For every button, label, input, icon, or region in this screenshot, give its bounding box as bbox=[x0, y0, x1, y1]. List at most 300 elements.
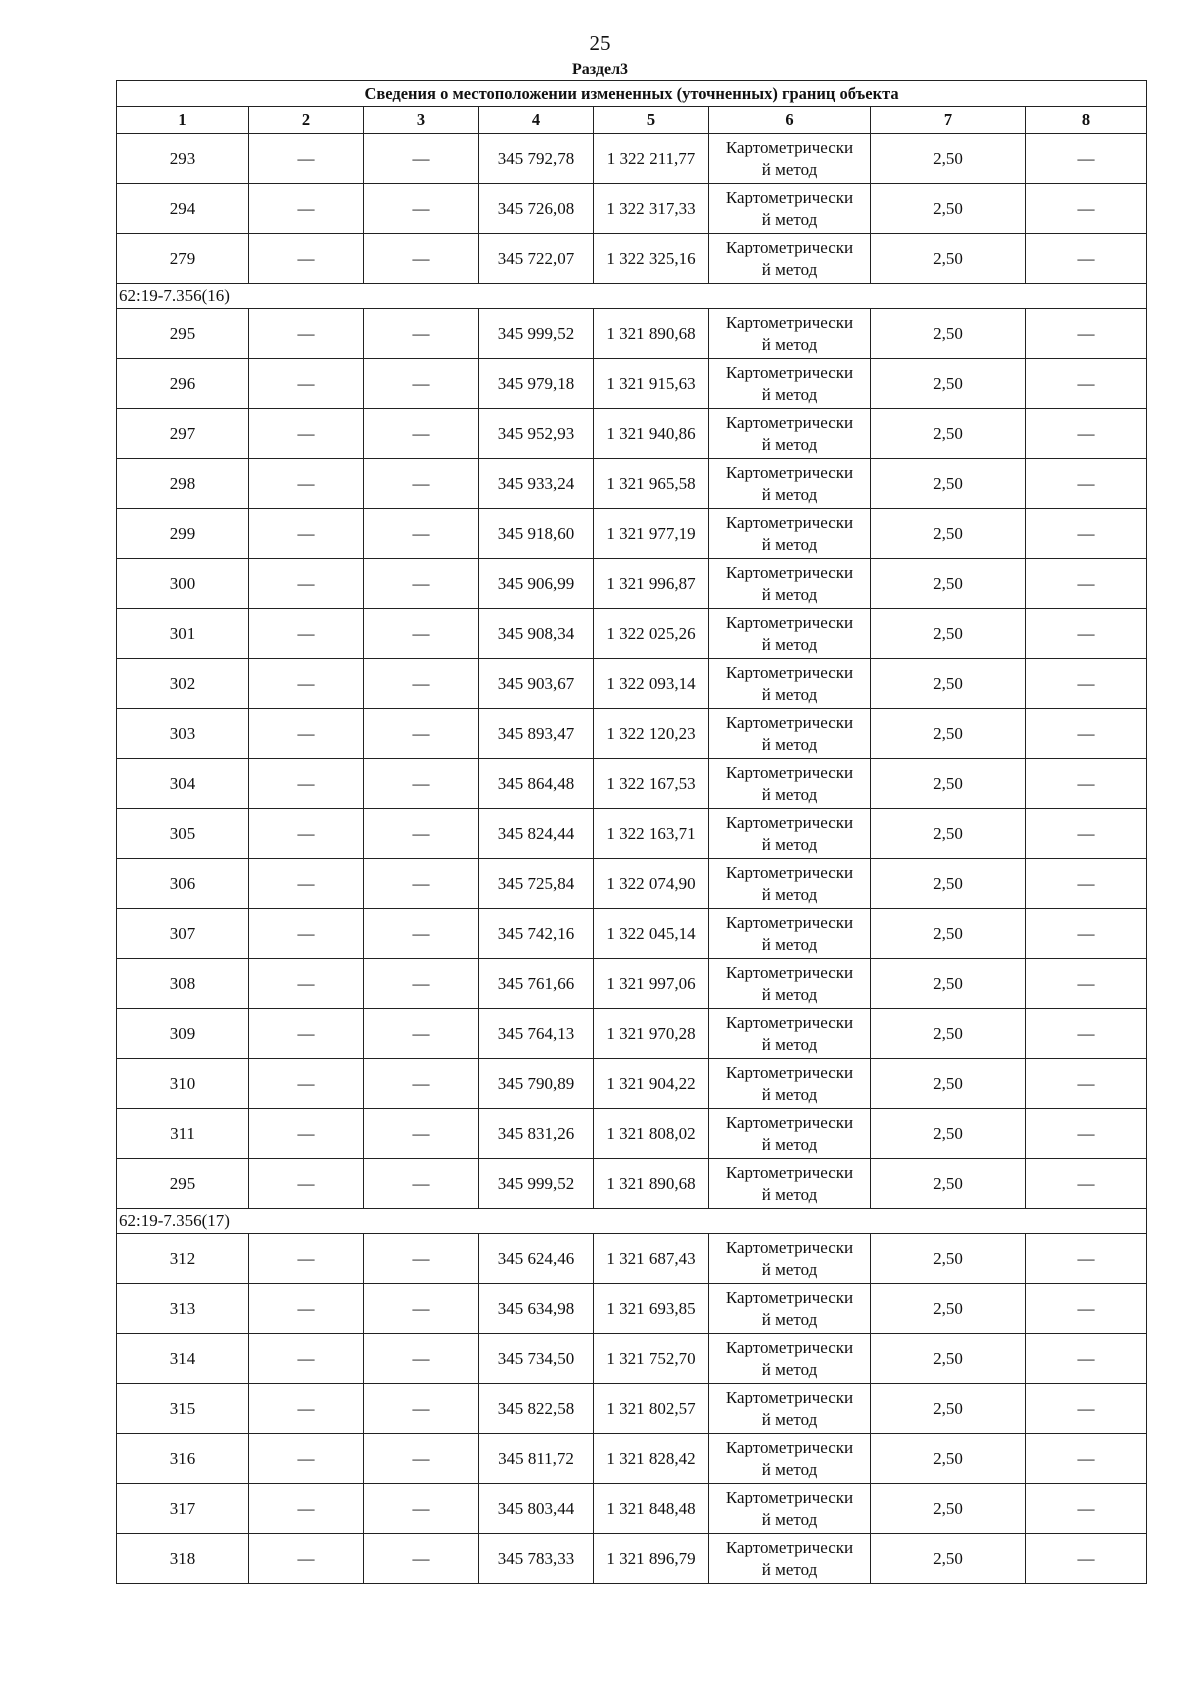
section-title: Раздел3 bbox=[571, 61, 629, 78]
method-text-line: й метод bbox=[761, 634, 818, 654]
table-row bbox=[117, 1109, 1147, 1159]
method-text-line: Картометрически bbox=[725, 1387, 854, 1407]
x-coordinate-cell: 345 831,26 bbox=[479, 1109, 594, 1159]
method-cell bbox=[709, 859, 871, 909]
table-row bbox=[117, 659, 1147, 709]
method-text-line: Картометрически bbox=[725, 1012, 854, 1032]
old-y-cell: — bbox=[364, 409, 479, 459]
method-text-line: Картометрически bbox=[725, 662, 854, 682]
y-coordinate-cell: 1 322 325,16 bbox=[594, 234, 709, 284]
x-coordinate-cell: 345 624,46 bbox=[479, 1234, 594, 1284]
method-cell bbox=[709, 1234, 871, 1284]
method-text-line: й метод bbox=[761, 159, 818, 179]
accuracy-cell: 2,50 bbox=[871, 809, 1026, 859]
method-text-line: Картометрически bbox=[725, 237, 854, 257]
y-coordinate-cell: 1 321 828,42 bbox=[594, 1434, 709, 1484]
method-text-line: й метод bbox=[761, 434, 818, 454]
old-x-cell: — bbox=[249, 1234, 364, 1284]
point-number-cell: 312 bbox=[117, 1234, 249, 1284]
page-number: 25 bbox=[589, 31, 611, 55]
point-number-cell: 306 bbox=[117, 859, 249, 909]
point-number-cell: 315 bbox=[117, 1384, 249, 1434]
description-cell: — bbox=[1026, 709, 1147, 759]
x-coordinate-cell: 345 979,18 bbox=[479, 359, 594, 409]
old-y-cell: — bbox=[364, 459, 479, 509]
point-number-cell: 295 bbox=[117, 309, 249, 359]
method-text-line: Картометрически bbox=[725, 462, 854, 482]
method-cell bbox=[709, 509, 871, 559]
point-number-cell: 303 bbox=[117, 709, 249, 759]
y-coordinate-cell: 1 321 915,63 bbox=[594, 359, 709, 409]
old-y-cell: — bbox=[364, 234, 479, 284]
accuracy-cell: 2,50 bbox=[871, 609, 1026, 659]
point-number-cell: 307 bbox=[117, 909, 249, 959]
old-x-cell: — bbox=[249, 309, 364, 359]
point-number-cell: 309 bbox=[117, 1009, 249, 1059]
accuracy-cell: 2,50 bbox=[871, 909, 1026, 959]
accuracy-cell: 2,50 bbox=[871, 759, 1026, 809]
method-cell bbox=[709, 1059, 871, 1109]
old-x-cell: — bbox=[249, 1434, 364, 1484]
method-cell bbox=[709, 559, 871, 609]
method-text-line: й метод bbox=[761, 1259, 818, 1279]
accuracy-cell: 2,50 bbox=[871, 959, 1026, 1009]
table-row bbox=[117, 1059, 1147, 1109]
method-text-line: Картометрически bbox=[725, 137, 854, 157]
y-coordinate-cell: 1 321 890,68 bbox=[594, 309, 709, 359]
method-text-line: Картометрически bbox=[725, 1537, 854, 1557]
old-x-cell: — bbox=[249, 909, 364, 959]
y-coordinate-cell: 1 322 317,33 bbox=[594, 184, 709, 234]
x-coordinate-cell: 345 864,48 bbox=[479, 759, 594, 809]
old-y-cell: — bbox=[364, 609, 479, 659]
point-number-cell: 295 bbox=[117, 1159, 249, 1209]
table-row bbox=[117, 134, 1147, 184]
method-text-line: Картометрически bbox=[725, 962, 854, 982]
old-x-cell: — bbox=[249, 559, 364, 609]
description-cell: — bbox=[1026, 1534, 1147, 1584]
old-y-cell: — bbox=[364, 859, 479, 909]
method-cell bbox=[709, 659, 871, 709]
old-x-cell: — bbox=[249, 1284, 364, 1334]
point-number-cell: 299 bbox=[117, 509, 249, 559]
accuracy-cell: 2,50 bbox=[871, 1159, 1026, 1209]
accuracy-cell: 2,50 bbox=[871, 709, 1026, 759]
x-coordinate-cell: 345 734,50 bbox=[479, 1334, 594, 1384]
x-coordinate-cell: 345 933,24 bbox=[479, 459, 594, 509]
x-coordinate-cell: 345 726,08 bbox=[479, 184, 594, 234]
old-y-cell: — bbox=[364, 1159, 479, 1209]
method-cell bbox=[709, 1109, 871, 1159]
table-row bbox=[117, 309, 1147, 359]
accuracy-cell: 2,50 bbox=[871, 1009, 1026, 1059]
table-row bbox=[117, 1284, 1147, 1334]
point-number-cell: 293 bbox=[117, 134, 249, 184]
column-number: 5 bbox=[594, 107, 709, 134]
method-text-line: Картометрически bbox=[725, 1337, 854, 1357]
table-row bbox=[117, 409, 1147, 459]
method-cell bbox=[709, 184, 871, 234]
y-coordinate-cell: 1 321 997,06 bbox=[594, 959, 709, 1009]
point-number-cell: 316 bbox=[117, 1434, 249, 1484]
accuracy-cell: 2,50 bbox=[871, 459, 1026, 509]
y-coordinate-cell: 1 321 848,48 bbox=[594, 1484, 709, 1534]
x-coordinate-cell: 345 790,89 bbox=[479, 1059, 594, 1109]
old-y-cell: — bbox=[364, 1334, 479, 1384]
method-text-line: Картометрически bbox=[725, 912, 854, 932]
description-cell: — bbox=[1026, 509, 1147, 559]
accuracy-cell: 2,50 bbox=[871, 509, 1026, 559]
y-coordinate-cell: 1 321 752,70 bbox=[594, 1334, 709, 1384]
description-cell: — bbox=[1026, 1009, 1147, 1059]
method-cell bbox=[709, 359, 871, 409]
method-text-line: й метод bbox=[761, 209, 818, 229]
point-number-cell: 296 bbox=[117, 359, 249, 409]
old-y-cell: — bbox=[364, 1284, 479, 1334]
old-y-cell: — bbox=[364, 184, 479, 234]
description-cell: — bbox=[1026, 359, 1147, 409]
y-coordinate-cell: 1 321 687,43 bbox=[594, 1234, 709, 1284]
old-x-cell: — bbox=[249, 1334, 364, 1384]
old-x-cell: — bbox=[249, 609, 364, 659]
method-text-line: Картометрически bbox=[725, 562, 854, 582]
old-y-cell: — bbox=[364, 659, 479, 709]
old-y-cell: — bbox=[364, 1484, 479, 1534]
accuracy-cell: 2,50 bbox=[871, 1384, 1026, 1434]
description-cell: — bbox=[1026, 1109, 1147, 1159]
y-coordinate-cell: 1 321 890,68 bbox=[594, 1159, 709, 1209]
old-y-cell: — bbox=[364, 1534, 479, 1584]
x-coordinate-cell: 345 725,84 bbox=[479, 859, 594, 909]
method-text-line: й метод bbox=[761, 334, 818, 354]
boundary-coordinates-table bbox=[116, 80, 1147, 1584]
x-coordinate-cell: 345 824,44 bbox=[479, 809, 594, 859]
table-row bbox=[117, 709, 1147, 759]
old-x-cell: — bbox=[249, 1009, 364, 1059]
point-number-cell: 294 bbox=[117, 184, 249, 234]
method-cell bbox=[709, 1434, 871, 1484]
method-text-line: й метод bbox=[761, 484, 818, 504]
description-cell: — bbox=[1026, 234, 1147, 284]
method-cell bbox=[709, 759, 871, 809]
table-row bbox=[117, 1484, 1147, 1534]
method-text-line: й метод bbox=[761, 1034, 818, 1054]
old-y-cell: — bbox=[364, 1009, 479, 1059]
x-coordinate-cell: 345 893,47 bbox=[479, 709, 594, 759]
method-cell bbox=[709, 1484, 871, 1534]
table-row bbox=[117, 559, 1147, 609]
method-cell bbox=[709, 459, 871, 509]
description-cell: — bbox=[1026, 134, 1147, 184]
method-text-line: й метод bbox=[761, 984, 818, 1004]
x-coordinate-cell: 345 811,72 bbox=[479, 1434, 594, 1484]
accuracy-cell: 2,50 bbox=[871, 359, 1026, 409]
description-cell: — bbox=[1026, 1334, 1147, 1384]
description-cell: — bbox=[1026, 1059, 1147, 1109]
description-cell: — bbox=[1026, 909, 1147, 959]
description-cell: — bbox=[1026, 809, 1147, 859]
y-coordinate-cell: 1 321 808,02 bbox=[594, 1109, 709, 1159]
method-text-line: й метод bbox=[761, 684, 818, 704]
y-coordinate-cell: 1 322 045,14 bbox=[594, 909, 709, 959]
old-y-cell: — bbox=[364, 359, 479, 409]
point-number-cell: 310 bbox=[117, 1059, 249, 1109]
old-x-cell: — bbox=[249, 1384, 364, 1434]
old-y-cell: — bbox=[364, 709, 479, 759]
method-text-line: й метод bbox=[761, 384, 818, 404]
method-cell bbox=[709, 959, 871, 1009]
old-y-cell: — bbox=[364, 1234, 479, 1284]
method-text-line: Картометрически bbox=[725, 1437, 854, 1457]
old-y-cell: — bbox=[364, 809, 479, 859]
x-coordinate-cell: 345 761,66 bbox=[479, 959, 594, 1009]
y-coordinate-cell: 1 321 970,28 bbox=[594, 1009, 709, 1059]
point-number-cell: 297 bbox=[117, 409, 249, 459]
table-row bbox=[117, 809, 1147, 859]
table-row bbox=[117, 859, 1147, 909]
method-cell bbox=[709, 409, 871, 459]
y-coordinate-cell: 1 322 163,71 bbox=[594, 809, 709, 859]
old-x-cell: — bbox=[249, 409, 364, 459]
accuracy-cell: 2,50 bbox=[871, 1484, 1026, 1534]
accuracy-cell: 2,50 bbox=[871, 134, 1026, 184]
point-number-cell: 305 bbox=[117, 809, 249, 859]
x-coordinate-cell: 345 783,33 bbox=[479, 1534, 594, 1584]
parcel-group-row bbox=[117, 284, 1147, 309]
method-text-line: Картометрически bbox=[725, 362, 854, 382]
description-cell: — bbox=[1026, 609, 1147, 659]
description-cell: — bbox=[1026, 309, 1147, 359]
description-cell: — bbox=[1026, 409, 1147, 459]
method-text-line: Картометрически bbox=[725, 512, 854, 532]
y-coordinate-cell: 1 321 693,85 bbox=[594, 1284, 709, 1334]
description-cell: — bbox=[1026, 184, 1147, 234]
old-y-cell: — bbox=[364, 559, 479, 609]
method-cell bbox=[709, 234, 871, 284]
old-y-cell: — bbox=[364, 1384, 479, 1434]
column-number: 8 bbox=[1026, 107, 1147, 134]
method-cell bbox=[709, 609, 871, 659]
method-text-line: й метод bbox=[761, 1359, 818, 1379]
old-x-cell: — bbox=[249, 1159, 364, 1209]
table-row bbox=[117, 1534, 1147, 1584]
old-x-cell: — bbox=[249, 959, 364, 1009]
point-number-cell: 279 bbox=[117, 234, 249, 284]
column-number: 7 bbox=[871, 107, 1026, 134]
y-coordinate-cell: 1 321 965,58 bbox=[594, 459, 709, 509]
y-coordinate-cell: 1 322 093,14 bbox=[594, 659, 709, 709]
y-coordinate-cell: 1 322 167,53 bbox=[594, 759, 709, 809]
point-number-cell: 298 bbox=[117, 459, 249, 509]
method-text-line: Картометрически bbox=[725, 187, 854, 207]
x-coordinate-cell: 345 906,99 bbox=[479, 559, 594, 609]
method-text-line: й метод bbox=[761, 1509, 818, 1529]
method-text-line: Картометрически bbox=[725, 1162, 854, 1182]
x-coordinate-cell: 345 822,58 bbox=[479, 1384, 594, 1434]
table-caption: Сведения о местоположении измененных (уточненных) границ объекта bbox=[117, 81, 1147, 107]
column-number: 6 bbox=[709, 107, 871, 134]
old-x-cell: — bbox=[249, 759, 364, 809]
y-coordinate-cell: 1 321 802,57 bbox=[594, 1384, 709, 1434]
method-cell bbox=[709, 1009, 871, 1059]
method-cell bbox=[709, 1384, 871, 1434]
old-y-cell: — bbox=[364, 309, 479, 359]
x-coordinate-cell: 345 634,98 bbox=[479, 1284, 594, 1334]
description-cell: — bbox=[1026, 1484, 1147, 1534]
old-x-cell: — bbox=[249, 184, 364, 234]
table-row bbox=[117, 1009, 1147, 1059]
x-coordinate-cell: 345 764,13 bbox=[479, 1009, 594, 1059]
description-cell: — bbox=[1026, 1159, 1147, 1209]
y-coordinate-cell: 1 322 120,23 bbox=[594, 709, 709, 759]
old-y-cell: — bbox=[364, 1059, 479, 1109]
x-coordinate-cell: 345 742,16 bbox=[479, 909, 594, 959]
table-row bbox=[117, 1384, 1147, 1434]
old-x-cell: — bbox=[249, 459, 364, 509]
table-row bbox=[117, 959, 1147, 1009]
point-number-cell: 318 bbox=[117, 1534, 249, 1584]
method-cell bbox=[709, 809, 871, 859]
parcel-group-row bbox=[117, 1209, 1147, 1234]
old-x-cell: — bbox=[249, 1059, 364, 1109]
method-text-line: Картометрически bbox=[725, 612, 854, 632]
accuracy-cell: 2,50 bbox=[871, 1234, 1026, 1284]
method-text-line: й метод bbox=[761, 584, 818, 604]
x-coordinate-cell: 345 999,52 bbox=[479, 309, 594, 359]
point-number-cell: 317 bbox=[117, 1484, 249, 1534]
description-cell: — bbox=[1026, 459, 1147, 509]
method-text-line: й метод bbox=[761, 1309, 818, 1329]
method-cell bbox=[709, 1284, 871, 1334]
x-coordinate-cell: 345 952,93 bbox=[479, 409, 594, 459]
old-y-cell: — bbox=[364, 959, 479, 1009]
x-coordinate-cell: 345 918,60 bbox=[479, 509, 594, 559]
table-row bbox=[117, 909, 1147, 959]
table-body bbox=[117, 134, 1147, 1584]
method-cell bbox=[709, 1334, 871, 1384]
method-text-line: Картометрически bbox=[725, 1487, 854, 1507]
method-text-line: й метод bbox=[761, 934, 818, 954]
description-cell: — bbox=[1026, 659, 1147, 709]
table-row bbox=[117, 459, 1147, 509]
old-x-cell: — bbox=[249, 1109, 364, 1159]
description-cell: — bbox=[1026, 759, 1147, 809]
point-number-cell: 304 bbox=[117, 759, 249, 809]
method-text-line: Картометрически bbox=[725, 812, 854, 832]
table-row bbox=[117, 1234, 1147, 1284]
old-x-cell: — bbox=[249, 659, 364, 709]
old-x-cell: — bbox=[249, 1534, 364, 1584]
description-cell: — bbox=[1026, 559, 1147, 609]
method-text-line: й метод bbox=[761, 1134, 818, 1154]
old-x-cell: — bbox=[249, 859, 364, 909]
accuracy-cell: 2,50 bbox=[871, 184, 1026, 234]
table-row bbox=[117, 1334, 1147, 1384]
method-text-line: й метод bbox=[761, 784, 818, 804]
method-text-line: Картометрически bbox=[725, 412, 854, 432]
x-coordinate-cell: 345 803,44 bbox=[479, 1484, 594, 1534]
description-cell: — bbox=[1026, 859, 1147, 909]
method-text-line: Картометрически bbox=[725, 1237, 854, 1257]
method-text-line: й метод bbox=[761, 1459, 818, 1479]
accuracy-cell: 2,50 bbox=[871, 1284, 1026, 1334]
accuracy-cell: 2,50 bbox=[871, 659, 1026, 709]
point-number-cell: 313 bbox=[117, 1284, 249, 1334]
method-text-line: Картометрически bbox=[725, 1062, 854, 1082]
y-coordinate-cell: 1 322 074,90 bbox=[594, 859, 709, 909]
y-coordinate-cell: 1 322 211,77 bbox=[594, 134, 709, 184]
method-cell bbox=[709, 1159, 871, 1209]
column-number: 3 bbox=[364, 107, 479, 134]
table-row bbox=[117, 359, 1147, 409]
x-coordinate-cell: 345 908,34 bbox=[479, 609, 594, 659]
old-x-cell: — bbox=[249, 234, 364, 284]
method-text-line: й метод bbox=[761, 1409, 818, 1429]
point-number-cell: 314 bbox=[117, 1334, 249, 1384]
method-cell bbox=[709, 309, 871, 359]
description-cell: — bbox=[1026, 959, 1147, 1009]
accuracy-cell: 2,50 bbox=[871, 1059, 1026, 1109]
table-row bbox=[117, 1434, 1147, 1484]
column-number: 2 bbox=[249, 107, 364, 134]
point-number-cell: 300 bbox=[117, 559, 249, 609]
point-number-cell: 308 bbox=[117, 959, 249, 1009]
accuracy-cell: 2,50 bbox=[871, 1334, 1026, 1384]
y-coordinate-cell: 1 321 940,86 bbox=[594, 409, 709, 459]
old-x-cell: — bbox=[249, 809, 364, 859]
old-y-cell: — bbox=[364, 1109, 479, 1159]
method-text-line: Картометрически bbox=[725, 312, 854, 332]
x-coordinate-cell: 345 722,07 bbox=[479, 234, 594, 284]
method-cell bbox=[709, 909, 871, 959]
method-text-line: й метод bbox=[761, 1184, 818, 1204]
method-text-line: й метод bbox=[761, 734, 818, 754]
method-text-line: й метод bbox=[761, 1559, 818, 1579]
column-number: 1 bbox=[117, 107, 249, 134]
point-number-cell: 311 bbox=[117, 1109, 249, 1159]
description-cell: — bbox=[1026, 1384, 1147, 1434]
old-y-cell: — bbox=[364, 909, 479, 959]
method-text-line: Картометрически bbox=[725, 1287, 854, 1307]
column-number: 4 bbox=[479, 107, 594, 134]
method-text-line: й метод bbox=[761, 1084, 818, 1104]
y-coordinate-cell: 1 321 904,22 bbox=[594, 1059, 709, 1109]
description-cell: — bbox=[1026, 1434, 1147, 1484]
old-y-cell: — bbox=[364, 134, 479, 184]
description-cell: — bbox=[1026, 1284, 1147, 1334]
table-row bbox=[117, 759, 1147, 809]
x-coordinate-cell: 345 999,52 bbox=[479, 1159, 594, 1209]
method-text-line: Картометрически bbox=[725, 712, 854, 732]
table-row bbox=[117, 184, 1147, 234]
x-coordinate-cell: 345 903,67 bbox=[479, 659, 594, 709]
point-number-cell: 301 bbox=[117, 609, 249, 659]
accuracy-cell: 2,50 bbox=[871, 559, 1026, 609]
parcel-id-label: 62:19-7.356(17) bbox=[117, 1209, 1147, 1234]
old-x-cell: — bbox=[249, 134, 364, 184]
parcel-id-label: 62:19-7.356(16) bbox=[117, 284, 1147, 309]
y-coordinate-cell: 1 322 025,26 bbox=[594, 609, 709, 659]
method-text-line: Картометрически bbox=[725, 762, 854, 782]
old-x-cell: — bbox=[249, 359, 364, 409]
accuracy-cell: 2,50 bbox=[871, 1534, 1026, 1584]
method-text-line: й метод bbox=[761, 834, 818, 854]
method-text-line: Картометрически bbox=[725, 862, 854, 882]
method-text-line: й метод bbox=[761, 884, 818, 904]
method-text-line: Картометрически bbox=[725, 1112, 854, 1132]
old-y-cell: — bbox=[364, 509, 479, 559]
method-text-line: й метод bbox=[761, 259, 818, 279]
